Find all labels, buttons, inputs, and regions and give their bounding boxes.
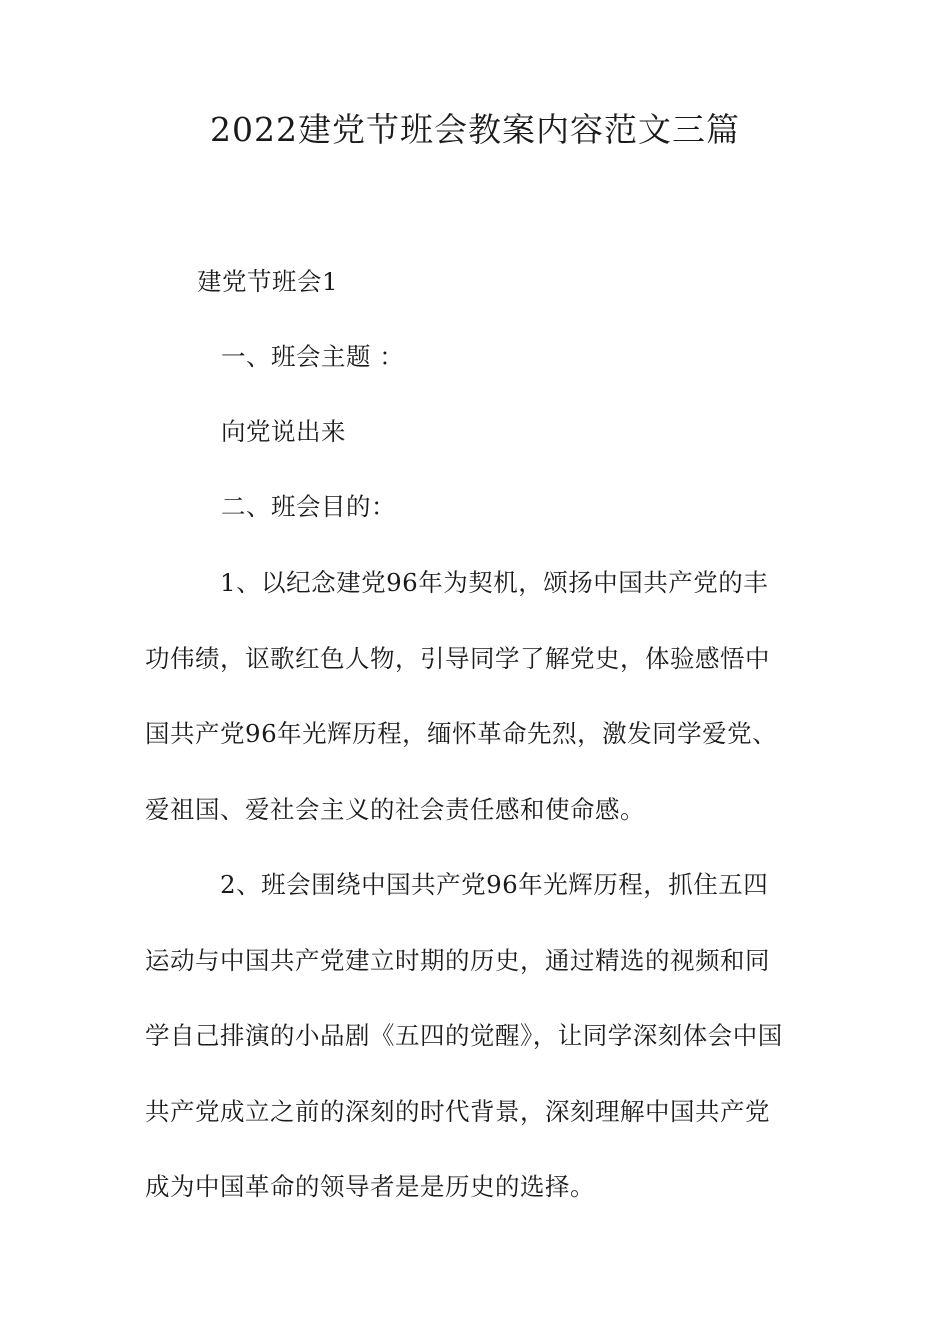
paragraph-line: 1、以纪念建党96年为契机，颂扬中国共产党的丰 [220, 568, 769, 597]
theme-text: 向党说出来 [221, 417, 346, 446]
paragraph-line: 功伟绩，讴歌红色人物，引导同学了解党史，体验感悟中 [145, 643, 770, 673]
paragraph-line: 学自己排演的小品剧《五四的觉醒》，让同学深刻体会中国 [145, 1021, 783, 1050]
paragraph-line: 爱祖国、爱社会主义的社会责任感和使命感。 [145, 794, 645, 824]
heading-class-purpose: 二、班会目的： [221, 492, 396, 521]
paragraph-line: 运动与中国共产党建立时期的历史，通过精选的视频和同 [145, 945, 770, 975]
paragraph-line: 共产党成立之前的深刻的时代背景，深刻理解中国共产党 [145, 1096, 770, 1126]
paragraph-line: 成为中国革命的领导者是是历史的选择。 [145, 1172, 595, 1201]
paragraph-line: 国共产党96年光辉历程，缅怀革命先烈，激发同学爱党、 [145, 719, 778, 748]
purpose-paragraph-1 [145, 545, 805, 847]
paragraph-line: 2、班会围绕中国共产党96年光辉历程，抓住五四 [220, 870, 769, 899]
heading-class-theme: 一、班会主题 ： [221, 342, 405, 371]
section-heading: 建党节班会1 [197, 267, 339, 296]
document-title: 2022建党节班会教案内容范文三篇 [210, 110, 740, 149]
purpose-paragraph-2 [145, 847, 805, 1225]
